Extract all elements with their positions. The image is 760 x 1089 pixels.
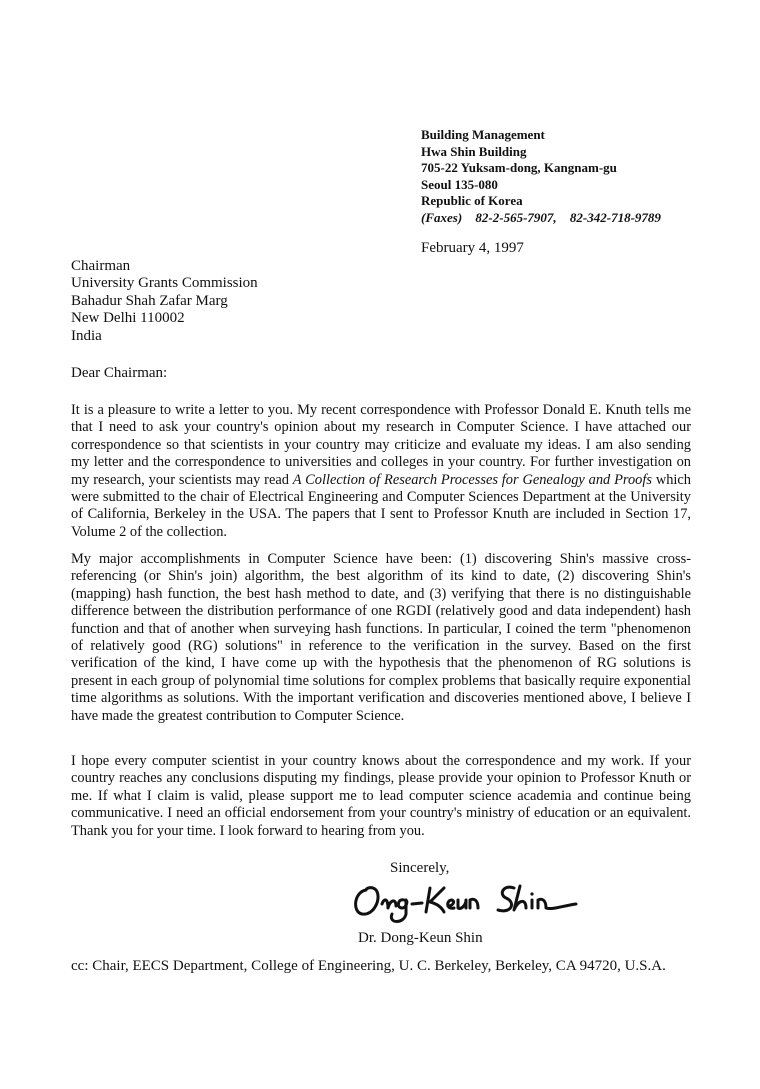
sender-line: Seoul 135-080 <box>421 176 498 192</box>
paragraph-text: It is a pleasure to write a letter to you. My recent correspondence with Professor Donald E. Knuth tells me that I need to ask your country's opinion about my research in Computer Science. I have attached our correspondence so that scientists in your country may criticize and evaluate my ideas. I am also sending my letter and the correspondence to universities and colleges in your country. For further investigation on my research, your scientists may read <box>71 402 691 488</box>
paragraph-text: which were submitted to the chair of Electrical Engineering and Computer Sciences Department at the University of California, Berkeley in the USA. The papers that I sent to Professor Knuth are included in Section 17, Volume 2 of the collection. <box>71 471 691 540</box>
collection-title: A Collection of Research Processes for Genealogy and Proofs <box>292 471 652 488</box>
sender-line: Building Management <box>421 127 545 142</box>
recipient-address-block <box>71 258 258 345</box>
letter-date: February 4, 1997 <box>421 240 524 256</box>
fax-number: 82-2-565-7907, <box>475 209 557 225</box>
sender-address-block <box>421 127 671 227</box>
closing: Sincerely, <box>390 860 450 876</box>
recipient-line: Chairman <box>71 258 131 274</box>
sender-line: 705-22 Yuksam-dong, Kangnam-gu <box>421 160 617 176</box>
handwritten-signature <box>348 878 588 926</box>
salutation: Dear Chairman: <box>71 365 168 381</box>
body-paragraph-2: My major accomplishments in Computer Science have been: (1) discovering Shin's massive cross-referencing (or Shin's join) algorithm, the best algorithm of its kind to date, (2) discovering Shin's (mapping) hash function, the best hash method to date, and (3) verifying that there is no distinguishable difference between the distribution performance of one RGDI (relatively good and data independent) hash function and that of another when surveying hash functions. In particular, I coined the term "phenomenon of relatively good (RG) solutions" in reference to the verification in the survey. Based on the first verification of the kind, I have come up with the hypothesis that the phenomenon of RG solutions is present in each group of polynomial time solutions for complex problems that basically require exponential time algorithms as solutions. With the important verification and discoveries mentioned above, I believe I have made the greatest contribution to Computer Science. <box>71 551 691 724</box>
recipient-line: University Grants Commission <box>71 275 258 292</box>
recipient-line: New Delhi 110002 <box>71 310 185 327</box>
sender-line: Republic of Korea <box>421 193 523 209</box>
body-paragraph-3: I hope every computer scientist in your country knows about the correspondence and my work. If your country reaches any conclusions disputing my findings, please provide your opinion to Professor Knuth or me. If what I claim is valid, please support me to lead computer science academia and continue being communicative. I need an official endorsement from your country's ministry of education or an equivalent. Thank you for your time. I look forward to hearing from you. <box>71 753 691 839</box>
sender-line: Hwa Shin Building <box>421 143 527 159</box>
recipient-line: Bahadur Shah Zafar Marg <box>71 292 228 309</box>
fax-label: (Faxes) <box>421 209 463 225</box>
cc-line: cc: Chair, EECS Department, College of Engineering, U. C. Berkeley, Berkeley, CA 94720, U.S.A. <box>71 958 666 974</box>
signer-name: Dr. Dong-Keun Shin <box>358 930 483 946</box>
recipient-line: India <box>71 327 102 344</box>
fax-number: 82-342-718-9789 <box>569 209 661 225</box>
body-paragraph-1 <box>71 402 691 541</box>
sender-fax-line <box>421 210 671 227</box>
